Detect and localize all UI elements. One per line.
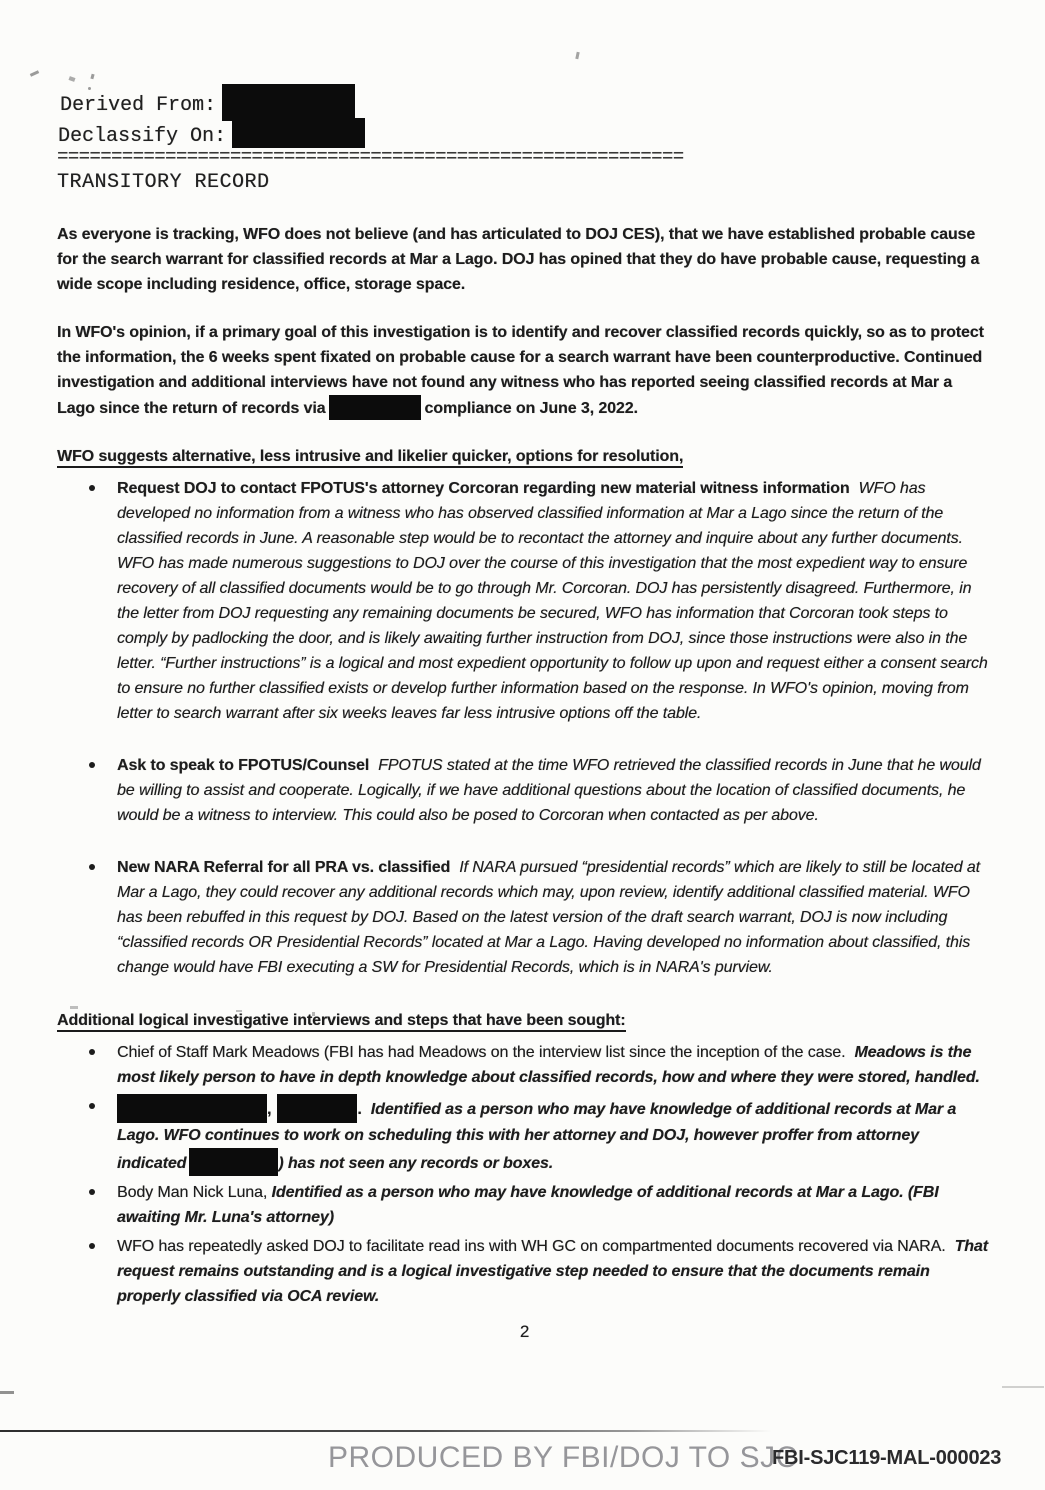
footer-bates-number: FBI-SJC119-MAL-000023 xyxy=(772,1447,1002,1469)
paragraph-wfo-opinion xyxy=(57,320,992,421)
scan-artifact xyxy=(30,70,39,77)
section-heading-text: Additional logical investigative interviews and steps that have been sought: xyxy=(57,1012,626,1032)
scan-artifact xyxy=(575,52,579,59)
list-item-nara-referral xyxy=(86,855,992,980)
bullet-lead: New NARA Referral for all PRA vs. classified xyxy=(117,859,451,876)
bullet-lead: Ask to speak to FPOTUS/Counsel xyxy=(117,757,370,774)
bullet-text: Body Man Nick Luna, xyxy=(117,1184,268,1201)
scan-artifact xyxy=(1002,1386,1044,1388)
bullet-comment: If NARA pursued “presidential records” which are likely to still be located at Mar a Lago, they could recover any additional records which may, upon review, identify additional classified material. WFO has been rebuffed in this request by DOJ. Based on the latest version of the draft search warrant, DOJ is now including “classified records OR Presidential Records” located at Mar a Lago. Having developed no information about classified, this change would have FBI executing a SW for Presidential Records, which is in NARA's purview. xyxy=(117,859,980,976)
section-heading xyxy=(57,1008,992,1033)
bullet-comment: WFO has developed no information from a witness who has observed classified information at Mar a Lago since the return of the classified records in June. A reasonable step would be to recontact the attorney and inquire about any further documents. WFO has made numerous suggestions to DOJ over the course of this investigation that the most expedient way to ensure recovery of all classified documents would be to go through Mr. Corcoran. DOJ has persistently disagreed. Furthermore, in the letter from DOJ requesting any remaining documents be secured, WFO has information that Corcoran took steps to comply by padlocking the door, and is likely awaiting further instruction from DOJ, since those instructions were also in the letter. “Further instructions” is a logical and most expedient opportunity to follow up upon and request either a consent search to ensure no further classified exists or develop further information based on the response. In WFO's opinion, moving from letter to search warrant after six weeks leaves far less intrusive options off the table. xyxy=(117,480,988,722)
bullet-emphasis: Identified as a person who may have knowledge of additional records at Mar a Lago. WFO continues to work on scheduling this with her attorney and DOJ, however proffer from attorney indicated xyxy=(117,1101,957,1172)
list-item-wh-gc-read-ins xyxy=(86,1234,992,1309)
redaction-block xyxy=(117,1094,267,1123)
record-type-title: TRANSITORY RECORD xyxy=(57,171,270,194)
bullet-text: Chief of Staff Mark Meadows (FBI has had Meadows on the interview list since the inception of the case. xyxy=(117,1044,846,1061)
bullet-emphasis: Identified as a person who may have knowledge of additional records at Mar a Lago. (FBI awaiting Mr. Luna's attorney) xyxy=(117,1184,939,1226)
redaction-block xyxy=(277,1094,357,1123)
bullet-comment: FPOTUS stated at the time WFO retrieved the classified records in June that he would be willing to assist and cooperate. Logically, if we have additional questions about the location of classified documents, he would be a witness to interview. This could also be posed to Corcoran when contacted as per above. xyxy=(117,757,981,824)
section-heading xyxy=(57,444,992,469)
declassify-on-label: Declassify On: xyxy=(58,125,227,148)
derived-from-label: Derived From: xyxy=(60,94,217,117)
divider-line: ========================================================== xyxy=(57,146,684,168)
bullet-emphasis: That request remains outstanding and is a logical investigative step needed to ensure that the documents remain properly classified via OCA review. xyxy=(117,1238,988,1305)
list-item-speak-to-fpotus xyxy=(86,753,992,828)
section-heading-text: WFO suggests alternative, less intrusive and likelier quicker, options for resolution, xyxy=(57,448,683,468)
bullet-text: WFO has repeatedly asked DOJ to facilitate read ins with WH GC on compartmented documents recovered via NARA. xyxy=(117,1238,946,1255)
scan-artifact xyxy=(90,74,94,80)
paragraph-probable-cause: As everyone is tracking, WFO does not believe (and has articulated to DOJ CES), that we have established probable cause for the search warrant for classified records at Mar a Lago. DOJ has opined that they do have probable cause, requesting a wide scope including residence, office, storage space. xyxy=(57,226,980,293)
redaction-block xyxy=(222,84,355,121)
bullet-lead: Request DOJ to contact FPOTUS's attorney Corcoran regarding new material witness information xyxy=(117,480,850,497)
options-bullet-list xyxy=(57,476,992,980)
bullet-emphasis: Meadows is the most likely person to have in depth knowledge about classified records, how and where they were stored, handled. xyxy=(117,1044,980,1086)
bullet-emphasis-tail: ) has not seen any records or boxes. xyxy=(278,1155,554,1172)
document-body xyxy=(57,222,992,1344)
bullet-punctuation: , xyxy=(267,1101,272,1118)
page-number: 2 xyxy=(519,1322,530,1341)
redaction-block xyxy=(329,395,421,420)
paragraph-wfo-opinion-text: In WFO's opinion, if a primary goal of this investigation is to identify and recover classified records quickly, so as to protect the information, the 6 weeks spent fixated on probable cause for a search warrant have been counterproductive. Continued investigation and additional interviews have not found any witness who has reported seeing classified records at Mar a Lago since the return of records via xyxy=(57,324,984,417)
section-options-for-resolution xyxy=(57,444,992,980)
footer-separator-line xyxy=(0,1430,772,1432)
section-additional-steps xyxy=(57,1008,992,1309)
footer-produced-by-stamp: PRODUCED BY FBI/DOJ TO SJC xyxy=(328,1441,798,1474)
scan-artifact xyxy=(0,1391,14,1394)
list-item-nick-luna xyxy=(86,1180,992,1230)
bullet-punctuation: . xyxy=(357,1101,362,1118)
list-item-redacted-person xyxy=(86,1094,992,1176)
paragraph-wfo-opinion-tail: compliance on June 3, 2022. xyxy=(424,400,638,417)
redaction-block xyxy=(232,118,365,148)
steps-bullet-list xyxy=(57,1040,992,1309)
scan-artifact xyxy=(68,76,75,82)
redaction-block xyxy=(189,1148,278,1176)
scan-artifact xyxy=(88,87,91,90)
list-item-contact-corcoran xyxy=(86,476,992,726)
list-item-meadows xyxy=(86,1040,992,1090)
